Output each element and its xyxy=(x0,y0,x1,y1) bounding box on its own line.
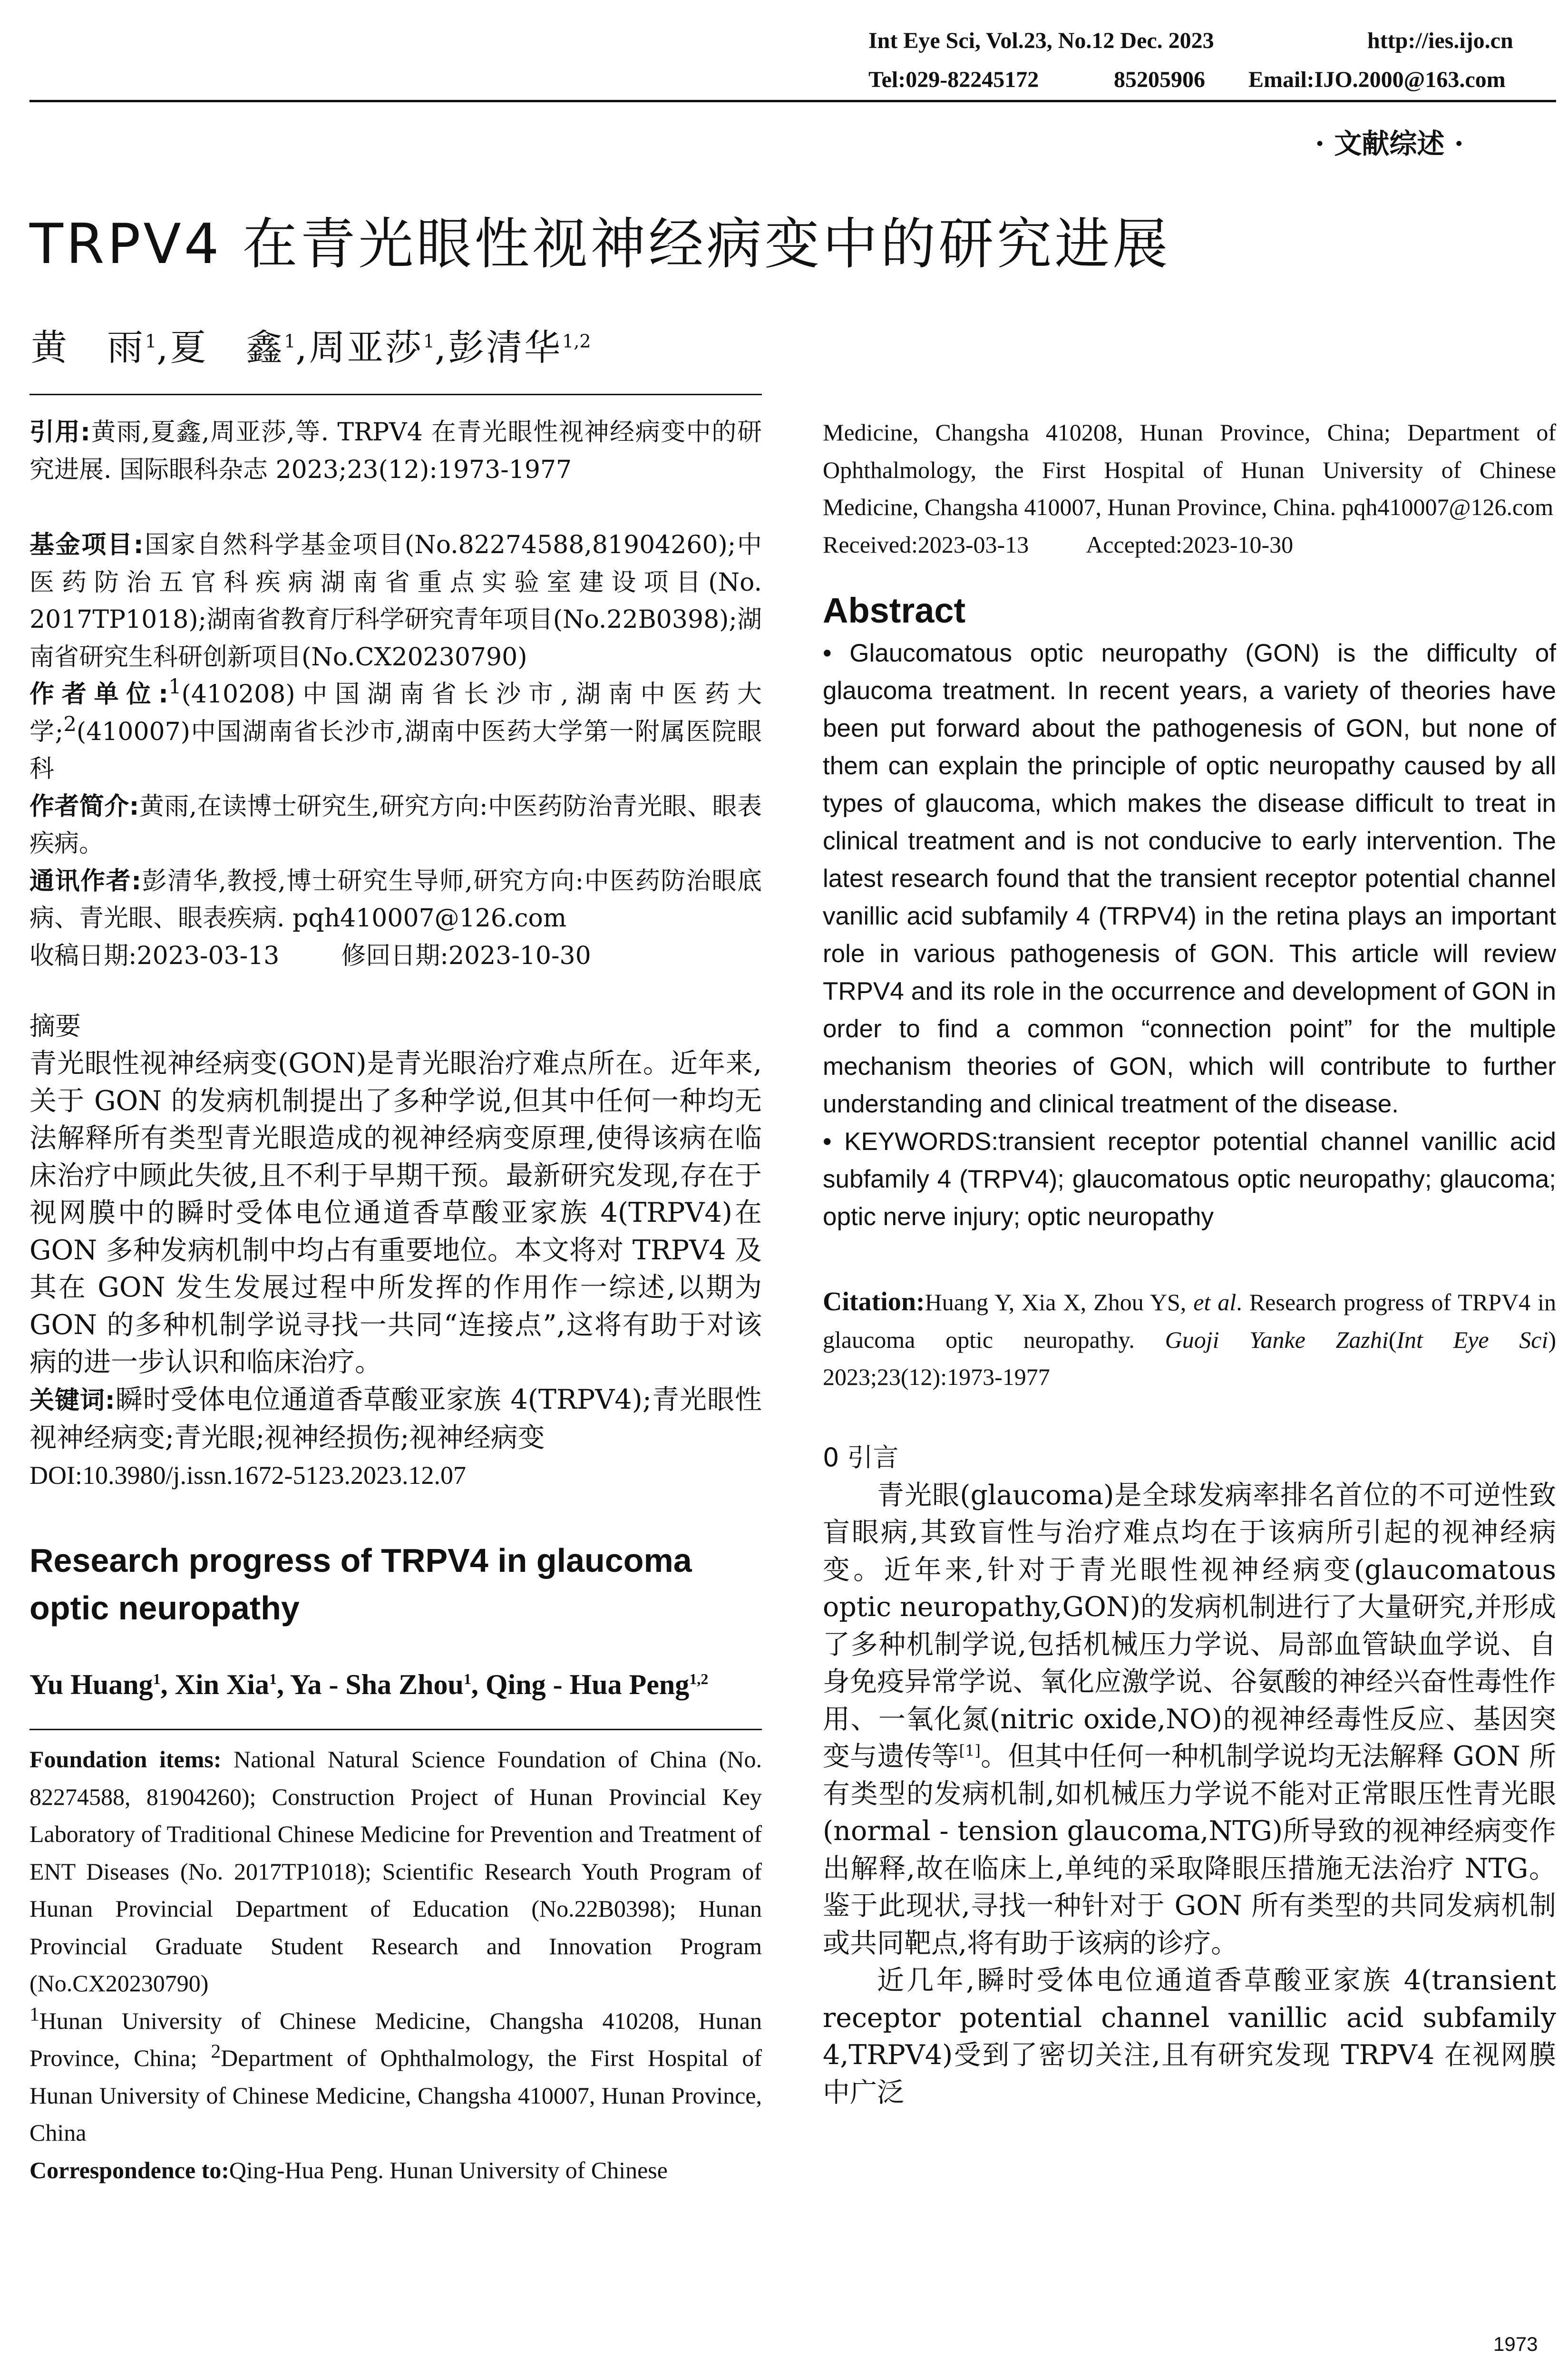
intro-paragraph-2: 近几年,瞬时受体电位通道香草酸亚家族 4(transient receptor potential channel vanillic acid subfamily 4,TRPV4)受到了密切关注,且有研究发现 TRPV4 在视网膜中广泛 xyxy=(823,1965,1556,2108)
correspondence-text: 彭清华,教授,博士研究生导师,研究方向:中医药防治眼底病、青光眼、眼表疾病. pqh410007@126.com xyxy=(29,867,762,933)
intro-paragraph-1-text-cont: 。但其中任何一种机制学说均无法解释 GON 所有类型的发病机制,如机械压力学说不能对正常眼压性青光眼(normal - tension glaucoma,NTG)所导致的视神经病变作出解释,故在临床上,单纯的采取降眼压措施无法治疗 NTG。鉴于此现状,寻找一种针对于 GON 所有类型的共同发病机制或共同靶点,将有助于该病的诊疗。 xyxy=(823,1741,1557,1959)
author-bio-label: 作者简介: xyxy=(29,792,139,821)
affiliation-text: (410208)中国湖南省长沙市,湖南中医药大学; xyxy=(29,680,762,746)
abstract-text-cn: 青光眼性视神经病变(GON)是青光眼治疗难点所在。近年来,关于 GON 的发病机制提出了多种学说,但其中任何一种均无法解释所有类型青光眼造成的视神经病变原理,使得该病在临床治疗中顾此失彼,且不利于早期干预。最新研究发现,存在于视网膜中的瞬时受体电位通道香草酸亚家族 4(TRPV4)在 GON 多种发病机制中均占有重要地位。本文将对 TRPV4 及其在 GON 发生发展过程中所发挥的作用作一综述,以期为 GON 的多种机制学说寻找一共同“连接点”,这将有助于对该病的进一步认识和临床治疗。 xyxy=(29,1048,762,1378)
citation-cn xyxy=(29,414,762,488)
abstract-text-en: • Glaucomatous optic neuropathy (GON) is the difficulty of glaucoma treatment. In recent years, a variety of theories have been put forward about the pathogenesis of GON, but none of them can explain the principle of optic neuropathy caused by all types of glaucoma, which makes the disease difficult to treat in clinical treatment and is not conducive to early intervention. The latest research found that the transient receptor potential channel vanillic acid subfamily 4 (TRPV4) in the retina plays an important role in various pathogenesis of GON. This article will review TRPV4 and its role in the occurrence and development of GON in order to find a common “connection point” for the multiple mechanism theories of GON, which will contribute to further understanding and clinical treatment of the disease. xyxy=(823,639,1556,1118)
citation-text-en: ( xyxy=(1388,1326,1397,1353)
keywords-en xyxy=(823,1123,1556,1236)
author-affiliation-mark: 1,2 xyxy=(689,1670,709,1687)
en-block-rule xyxy=(29,1729,762,1730)
dates-en xyxy=(823,526,1556,564)
citation-label-en: Citation: xyxy=(823,1287,925,1316)
page-number: 1973 xyxy=(1493,2333,1538,2355)
received-en: Received:2023-03-13 xyxy=(823,531,1029,558)
author-affiliation-mark: 1 xyxy=(269,1670,277,1687)
journal-citation-line: Int Eye Sci, Vol.23, No.12 Dec. 2023 xyxy=(868,28,1214,53)
abstract-heading-cn: 摘要 xyxy=(29,1011,81,1041)
citation-journal: Guoji Yanke Zazhi xyxy=(1165,1326,1389,1353)
correspondence-cn xyxy=(29,863,762,937)
citation-text: 黄雨,夏鑫,周亚莎,等. TRPV4 在青光眼性视神经病变中的研究进展. 国际眼科杂志 2023;23(12):1973-1977 xyxy=(29,418,762,484)
citation-label: 引用: xyxy=(29,418,90,447)
author-name-en: Ya - Sha Zhou xyxy=(290,1669,464,1700)
correspondence-en-continued: Medicine, Changsha 410208, Hunan Province, China; Department of Ophthalmology, the First Hospital of Hunan University of Chinese Medicine, Changsha 410007, Hunan Province, China. pqh410007@126.com xyxy=(823,419,1556,520)
journal-tel: Tel:029-82245172 xyxy=(868,67,1039,92)
affiliation-text-en: Department of Ophthalmology, the First Hospital of Hunan University of Chinese Medicine, Changsha 410007, Hunan Province, China xyxy=(29,2045,762,2146)
header-rule xyxy=(29,100,1556,102)
author-affiliation-mark: 1 xyxy=(463,1670,471,1687)
right-column xyxy=(823,414,1556,2111)
article-title: TRPV4 在青光眼性视神经病变中的研究进展 xyxy=(29,212,1171,276)
keywords-cn xyxy=(29,1381,762,1457)
affiliation-en xyxy=(29,2002,762,2152)
title-rule xyxy=(29,394,762,395)
journal-email[interactable]: Email:IJO.2000@163.com xyxy=(1248,67,1506,92)
author-bio-text: 黄雨,在读博士研究生,研究方向:中医药防治青光眼、眼表疾病。 xyxy=(29,792,762,858)
author-name: 夏 鑫 xyxy=(170,326,284,369)
author-name-en: Xin Xia xyxy=(175,1669,269,1700)
author-affiliation-mark: 1 xyxy=(153,1670,161,1687)
correspondence-en xyxy=(29,2152,762,2189)
intro-paragraph-1-text: 青光眼(glaucoma)是全球发病率排名首位的不可逆性致盲眼病,其致盲性与治疗难点均在于该病所引起的视神经病变。近年来,针对于青光眼性视神经病变(glaucomatous optic neuropathy,GON)的发病机制进行了大量研究,并形成了多种机制学说,包括机械压力学说、局部血管缺血学说、自身免疫异常学说、氧化应激学说、谷氨酸的神经兴奋性毒性作用、一氧化氮(nitric oxide,NO)的视神经毒性反应、基因突变与遗传等 xyxy=(823,1479,1556,1772)
accepted-en: Accepted:2023-10-30 xyxy=(1086,531,1294,558)
journal-url[interactable]: http://ies.ijo.cn xyxy=(1367,28,1513,53)
keywords-label-en: • KEYWORDS: xyxy=(823,1128,999,1156)
affiliation-mark: 1 xyxy=(168,675,182,699)
author-affiliation-mark: 1 xyxy=(284,331,296,352)
citation-text-en: Huang Y, Xia X, Zhou YS, xyxy=(925,1289,1194,1315)
correspondence-label-en: Correspondence to: xyxy=(29,2156,229,2183)
authors-cn: 黄 雨$^1$,夏 鑫$^1$,周亚莎$^1$,彭清华$^{1,2}$ xyxy=(31,326,591,369)
intro-paragraph-1 xyxy=(823,1477,1556,1962)
section-tag: · 文献综述 · xyxy=(1315,127,1464,160)
affiliation-mark: 2 xyxy=(211,2040,221,2063)
author-bio-cn xyxy=(29,788,762,863)
author-name: 彭清华 xyxy=(448,326,563,369)
received-date: 2023-03-13 xyxy=(136,941,280,970)
foundation-cn xyxy=(29,526,762,676)
section-0-heading: 0 引言 xyxy=(823,1442,899,1472)
affiliation-label: 作者单位: xyxy=(29,680,168,709)
foundation-text: 国家自然科学基金项目(No.82274588,81904260);中医药防治五官科疾病湖南省重点实验室建设项目(No. 2017TP1018);湖南省教育厅科学研究青年项目(No.22B0398);湖南省研究生科研创新项目(No.CX20230790) xyxy=(29,531,762,672)
received-label: 收稿日期: xyxy=(29,941,137,970)
article-title-en: Research progress of TRPV4 in glaucoma optic neuropathy xyxy=(29,1542,692,1627)
revised-date: 2023-10-30 xyxy=(448,941,591,970)
foundation-text-en: National Natural Science Foundation of China (No. 82274588, 81904260); Construction Project of Hunan Provincial Key Laboratory of Traditional Chinese Medicine for Prevention and Treatment of ENT Diseases (No. 2017TP1018); Scientific Research Youth Program of Hunan Provincial Department of Education (No.22B0398); Hunan Provincial Graduate Student Research and Innovation Program (No.CX20230790) xyxy=(29,1746,762,1997)
affiliation-text-en: Hunan University of Chinese Medicine, Changsha 410208, Hunan Province, China; xyxy=(29,2007,762,2071)
authors-en: Yu Huang$^1$, Xin Xia$^1$, Ya - Sha Zhou$^1$, Qing - Hua Peng$^{1,2}$ xyxy=(29,1669,709,1700)
journal-fax: 85205906 xyxy=(1114,67,1205,92)
author-affiliation-mark: 1,2 xyxy=(562,331,591,352)
doi[interactable]: DOI:10.3980/j.issn.1672-5123.2023.12.07 xyxy=(29,1461,466,1490)
author-name-en: Yu Huang xyxy=(29,1669,153,1700)
author-affiliation-mark: 1 xyxy=(145,331,157,352)
affiliation-mark: 1 xyxy=(29,2003,39,2025)
correspondence-label: 通讯作者: xyxy=(29,867,142,896)
citation-text-en: ) 2023;23(12):1973-1977 xyxy=(823,1326,1556,1390)
keywords-text-en: transient receptor potential channel vanillic acid subfamily 4 (TRPV4); glaucomatous optic neuropathy; glaucoma; optic nerve injury; optic neuropathy xyxy=(823,1128,1556,1231)
affiliation-mark: 2 xyxy=(63,712,77,737)
reference-mark[interactable]: [1] xyxy=(959,1742,981,1760)
author-name-en: Qing - Hua Peng xyxy=(485,1669,690,1700)
foundation-en xyxy=(29,1741,762,2002)
citation-en xyxy=(823,1283,1556,1396)
citation-text-en: . Research progress of TRPV4 in glaucoma optic neuropathy. xyxy=(823,1289,1556,1353)
author-name: 黄 雨 xyxy=(31,326,145,369)
dates-cn xyxy=(29,937,762,975)
foundation-label: 基金项目: xyxy=(29,531,144,559)
keywords-label: 关键词: xyxy=(29,1386,115,1415)
keywords-text: 瞬时受体电位通道香草酸亚家族 4(TRPV4);青光眼性视神经病变;青光眼;视神经损伤;视神经病变 xyxy=(29,1383,762,1453)
revised-label: 修回日期: xyxy=(341,941,448,970)
affiliation-text: (410007)中国湖南省长沙市,湖南中医药大学第一附属医院眼科 xyxy=(29,717,762,783)
affiliation-cn xyxy=(29,676,762,788)
citation-etal: et al xyxy=(1193,1289,1237,1315)
left-column xyxy=(29,414,762,2189)
citation-journal-abbr: Int Eye Sci xyxy=(1396,1326,1549,1353)
abstract-heading-en: Abstract xyxy=(823,591,966,630)
foundation-label-en: Foundation items: xyxy=(29,1746,222,1773)
author-name: 周亚莎 xyxy=(309,326,423,369)
author-affiliation-mark: 1 xyxy=(423,331,435,352)
correspondence-text-en: Qing-Hua Peng. Hunan University of Chinese xyxy=(229,2156,668,2183)
